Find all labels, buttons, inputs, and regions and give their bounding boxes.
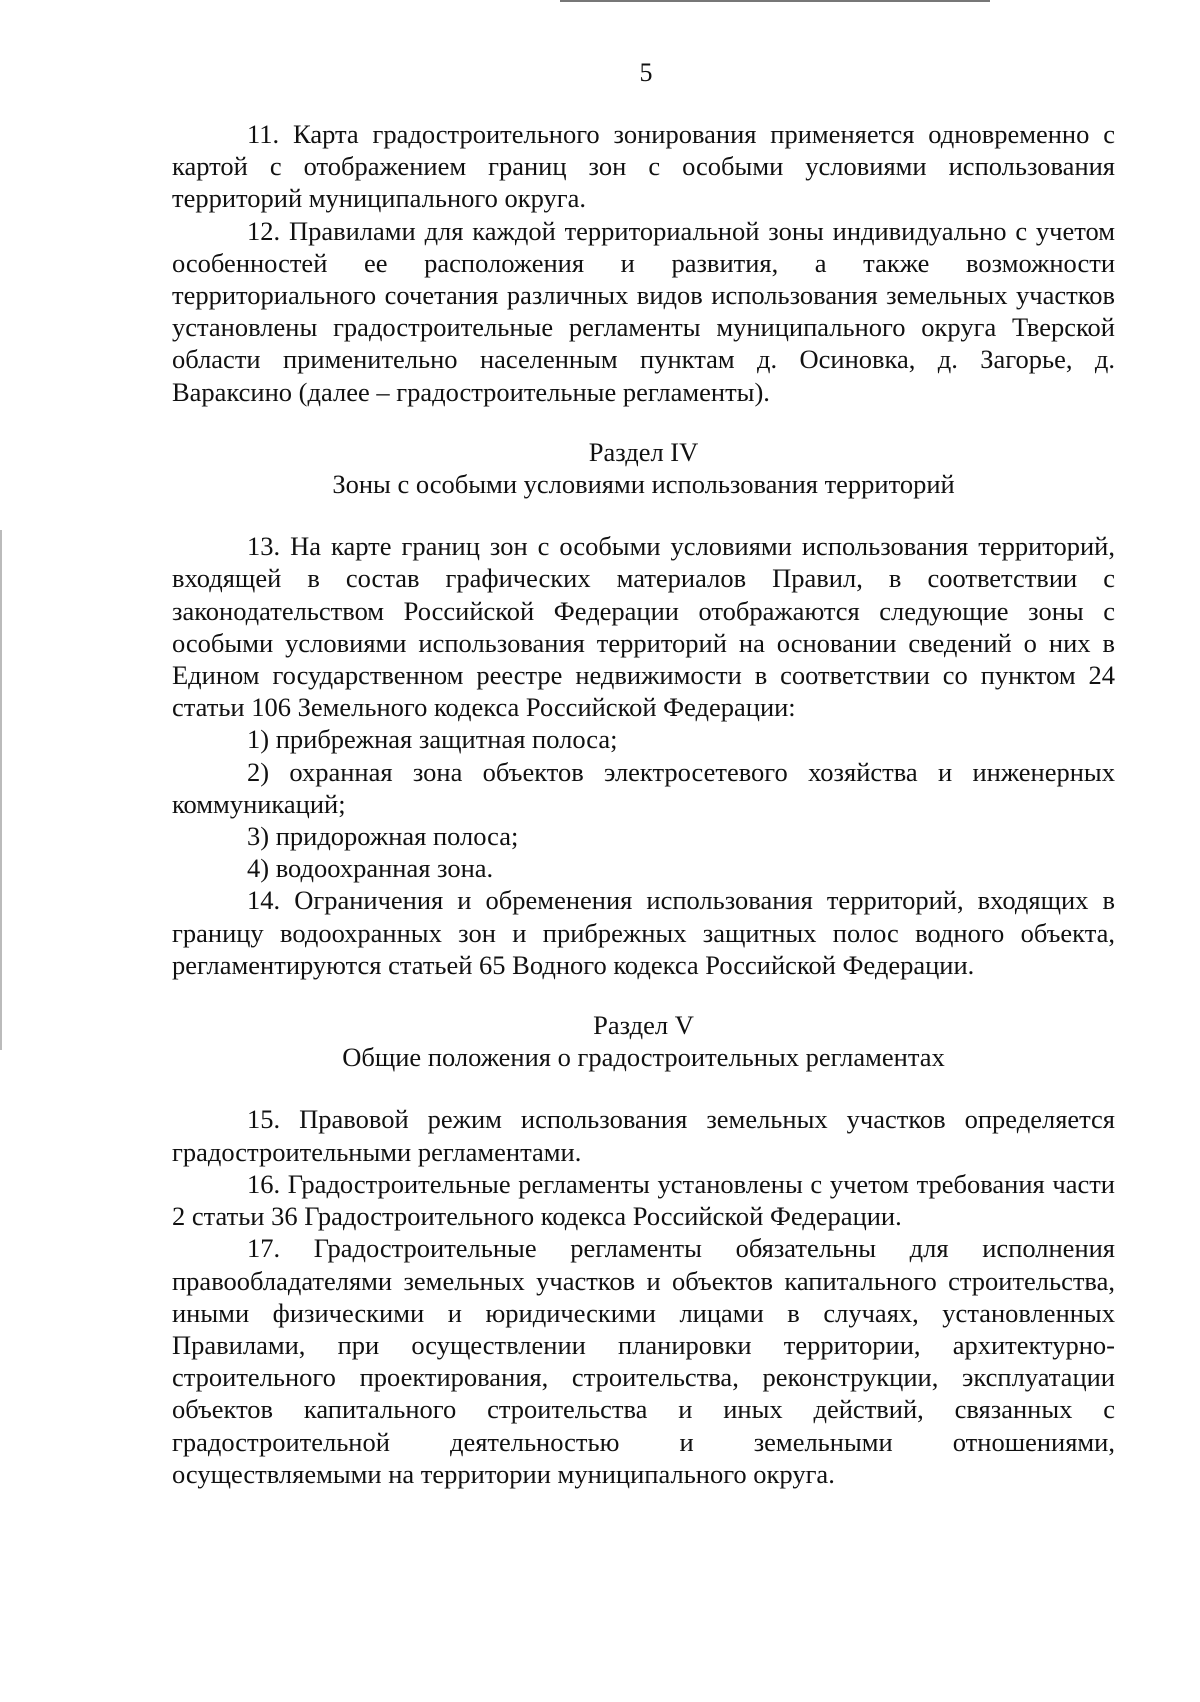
list-item: 1) прибрежная защитная полоса; xyxy=(247,724,618,755)
list-item: 4) водоохранная зона. xyxy=(247,853,494,884)
page-number: 5 xyxy=(639,58,653,87)
paragraph-16: 16. Градостроительные регламенты установлены с учетом требования части 2 статьи 36 Градостроительного кодекса Российской Федерации. xyxy=(172,1168,1115,1232)
paragraph-13: 13. На карте границ зон с особыми условиями использования территорий, входящей в состав графических материалов Правил, в соответствии с законодательством Российской Федерации отображаются следующие зоны с особыми условиями использования территорий на основании сведений о них в Едином государственном реестре недвижимости в соответствии со пунктом 24 статьи 106 Земельного кодекса Российской Федерации: xyxy=(172,531,1115,723)
scan-edge-line xyxy=(560,0,990,2)
scan-margin-line xyxy=(0,530,2,1050)
list-item: 3) придорожная полоса; xyxy=(247,821,519,852)
paragraph-11: 11. Карта градостроительного зонирования применяется одновременно с картой с отображением границ зон с особыми условиями использования территорий муниципального округа. xyxy=(172,119,1115,214)
section-4-title: Зоны с особыми условиями использования территорий xyxy=(332,469,955,500)
paragraph-14: 14. Ограничения и обременения использования территорий, входящих в границу водоохранных зон и прибрежных защитных полос водного объекта, регламентируются статьей 65 Водного кодекса Российской Федерации. xyxy=(172,885,1115,980)
list-item: 2) охранная зона объектов электросетевого хозяйства и инженерных коммуникаций; xyxy=(172,756,1115,819)
paragraph-12: 12. Правилами для каждой территориальной зоны индивидуально с учетом особенностей ее расположения и развития, а также возможности территориального сочетания различных видов использования земельных участков установлены градостроительные регламенты муниципального округа Тверской области применительно населенным пунктам д. Осиновка, д. Загорье, д. Вараксино (далее – градостроительные регламенты). xyxy=(172,215,1115,407)
section-4-label: Раздел IV xyxy=(588,436,699,467)
section-5-title: Общие положения о градостроительных регламентах xyxy=(342,1042,945,1073)
section-5-label: Раздел V xyxy=(593,1010,694,1041)
paragraph-17: 17. Градостроительные регламенты обязательны для исполнения правообладателями земельных участков и объектов капитального строительства, иными физическими и юридическими лицами в случаях, установленных Правилами, при осуществлении планировки территории, архитектурно-строительного проектирования, строительства, реконструкции, эксплуатации объектов капитального строительства и иных действий, связанных с градостроительной деятельностью и земельными отношениями, осуществляемыми на территории муниципального округа. xyxy=(172,1233,1115,1489)
document-body xyxy=(172,118,1115,1490)
paragraph-15: 15. Правовой режим использования земельных участков определяется градостроительными регламентами. xyxy=(172,1104,1115,1167)
